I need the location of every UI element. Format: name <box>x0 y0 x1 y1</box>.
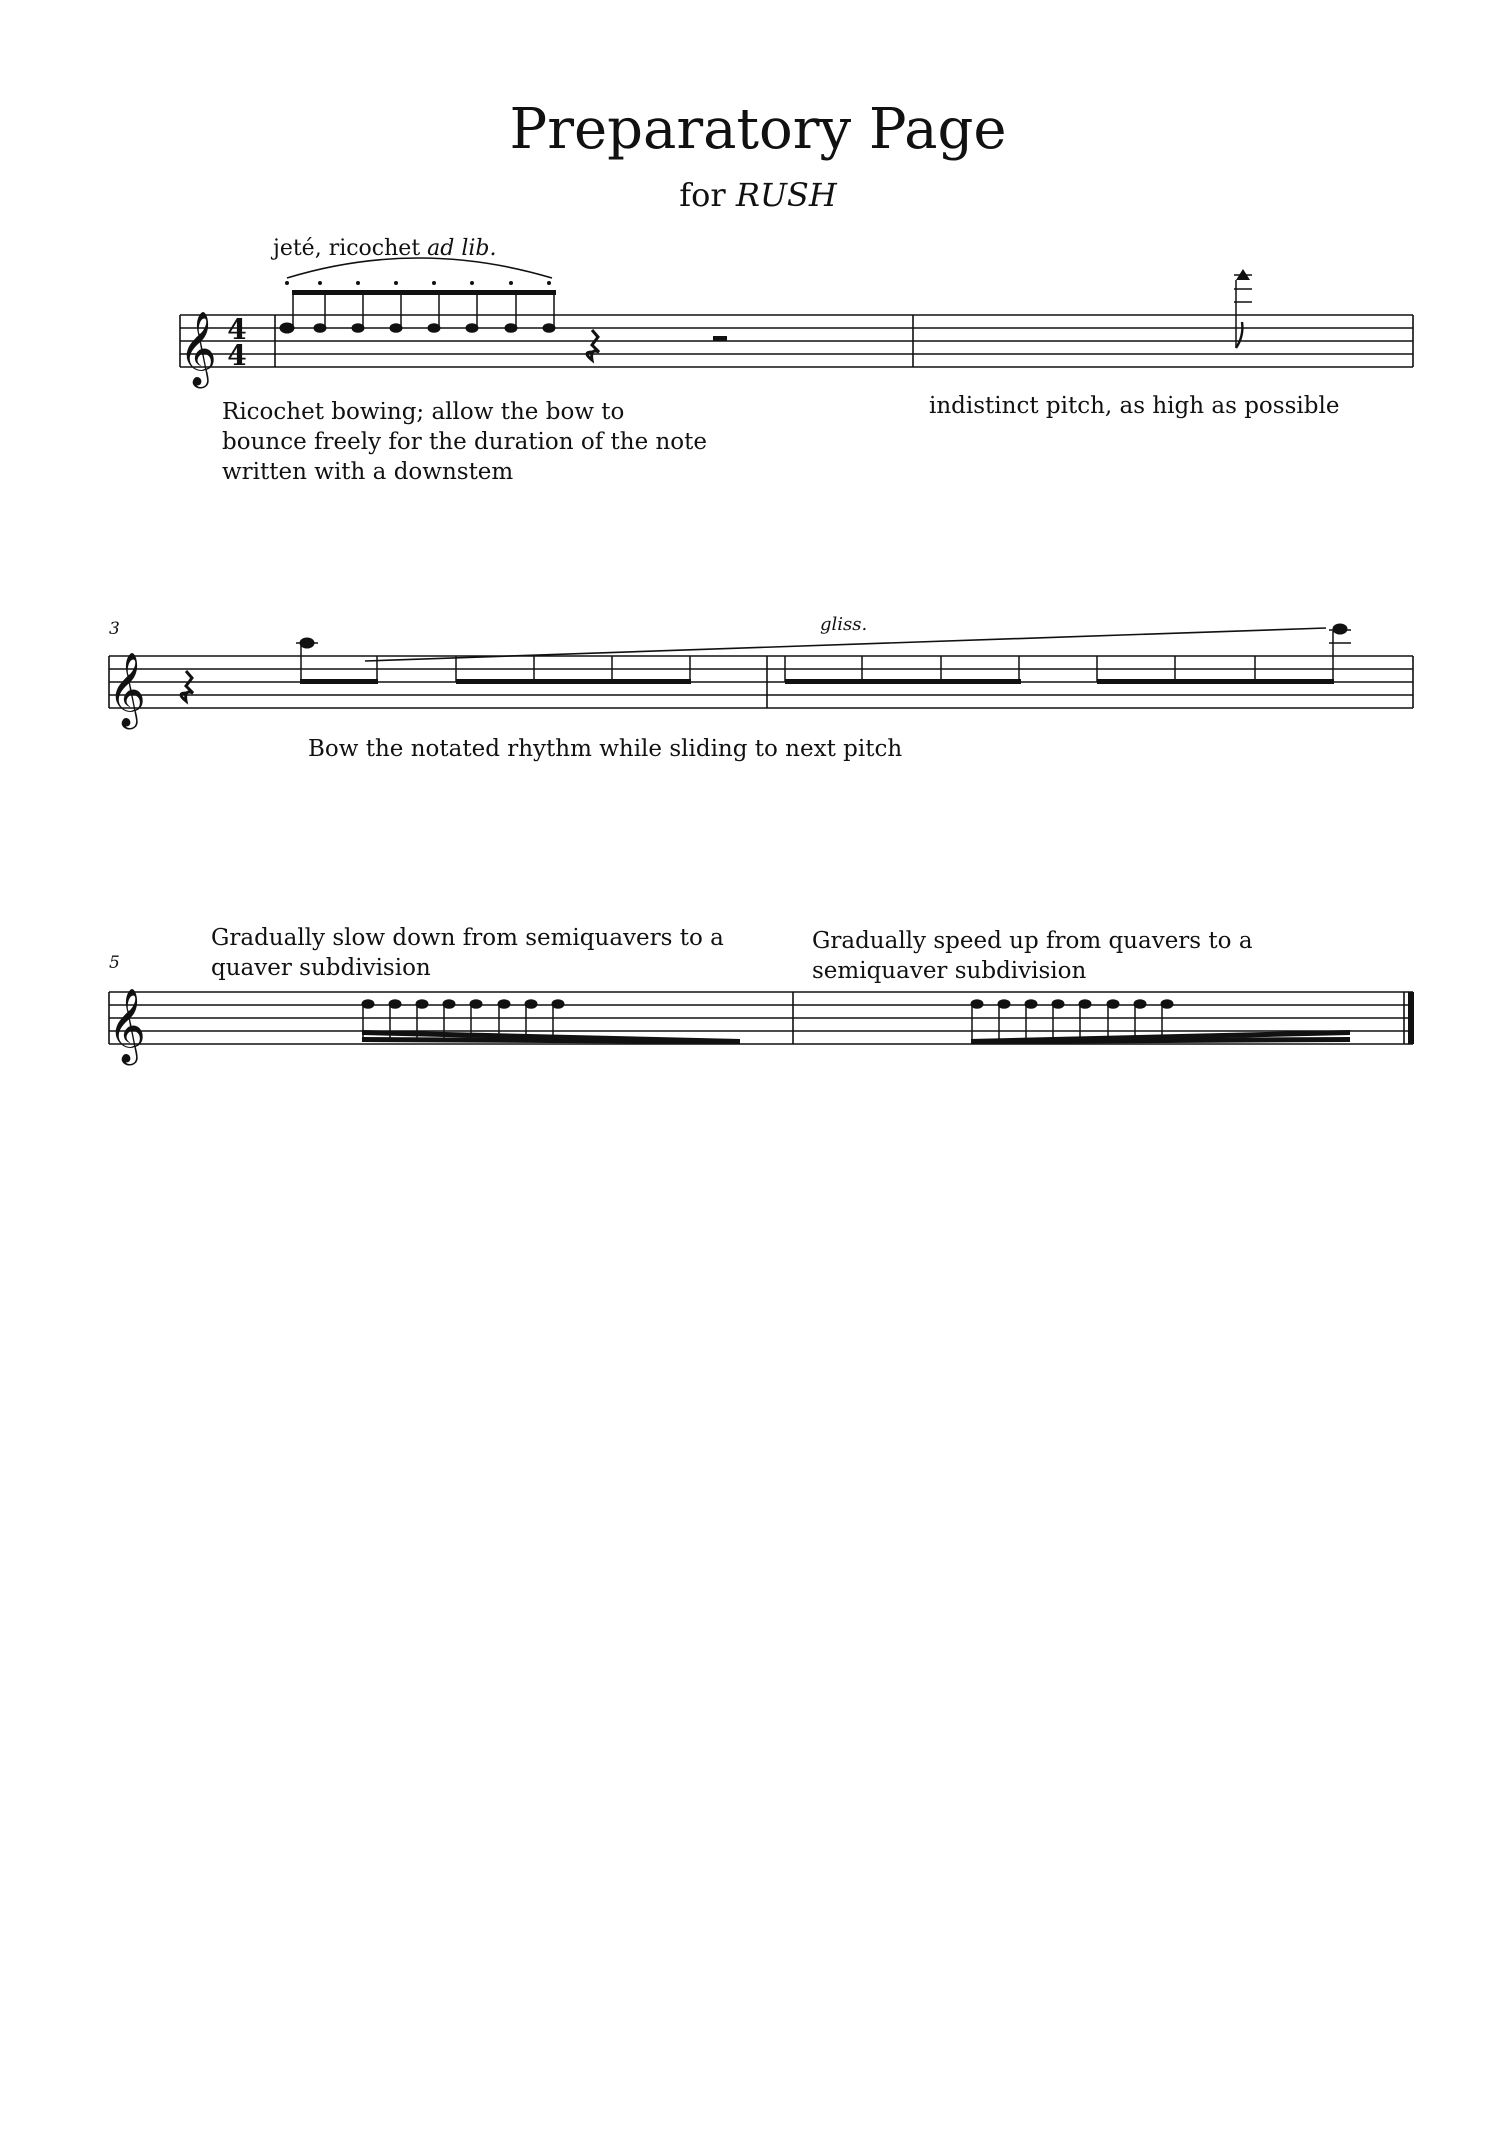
slur <box>287 258 552 278</box>
measure-number: 3 <box>109 619 120 639</box>
slowdown-explanation <box>211 925 731 981</box>
page-subtitle <box>679 176 838 214</box>
note-head <box>998 1000 1010 1009</box>
speedup-explanation <box>812 928 1260 984</box>
speedup-line: semiquaver subdivision <box>812 958 1087 984</box>
gliss-label: gliss. <box>820 614 868 635</box>
ricochet-line: bounce freely for the duration of the note <box>222 429 708 455</box>
treble-clef-icon: 𝄞 <box>179 312 217 386</box>
high-pitch-explanation: indistinct pitch, as high as possible <box>929 393 1340 419</box>
note-head <box>470 1000 482 1009</box>
note-beam <box>300 679 378 684</box>
note-head <box>416 1000 428 1009</box>
ricochet-explanation <box>222 399 714 485</box>
staff-lines <box>180 315 1413 367</box>
note-head <box>1107 1000 1119 1009</box>
ricochet-line: written with a downstem <box>222 459 514 485</box>
quarter-rest <box>587 330 599 360</box>
slowdown-line: quaver subdivision <box>211 955 431 981</box>
note-head <box>525 1000 537 1009</box>
staff-system-3 <box>108 925 1414 1066</box>
note-beam <box>1097 679 1334 684</box>
technique-annotation <box>270 236 497 261</box>
half-rest <box>713 336 727 341</box>
note-head <box>428 324 440 333</box>
note-beam <box>456 679 691 684</box>
note-head <box>314 324 326 333</box>
staff-system-2 <box>108 614 1413 762</box>
note-head <box>505 324 517 333</box>
staccato-dots <box>285 281 551 285</box>
treble-clef-icon: 𝄞 <box>108 989 146 1063</box>
feathered-beam-group-slowdown <box>362 1000 740 1044</box>
note-head <box>498 1000 510 1009</box>
slowdown-line: Gradually slow down from semiquavers to a <box>211 925 724 951</box>
speedup-line: Gradually speed up from quavers to a <box>812 928 1253 954</box>
ricochet-note-group <box>280 258 556 333</box>
note-beam <box>785 679 1021 684</box>
quarter-rest <box>181 671 193 701</box>
note-head <box>352 324 364 333</box>
time-signature-numerator: 4 <box>227 313 247 346</box>
subtitle-prefix: for <box>679 176 726 214</box>
note-head <box>1333 624 1347 634</box>
note-head <box>1052 1000 1064 1009</box>
note-head <box>1134 1000 1146 1009</box>
note-head <box>443 1000 455 1009</box>
note-head <box>1079 1000 1091 1009</box>
gliss-explanation: Bow the notated rhythm while sliding to next pitch <box>308 736 903 762</box>
staff-system-1 <box>179 236 1413 485</box>
note-head <box>362 1000 374 1009</box>
feathered-beam-group-speedup <box>971 1000 1350 1044</box>
note-head <box>1025 1000 1037 1009</box>
subtitle-work-name: RUSH <box>735 176 837 214</box>
measure-number: 5 <box>109 953 120 973</box>
note-head <box>390 324 402 333</box>
note-head <box>971 1000 983 1009</box>
page-title: Preparatory Page <box>509 97 1007 162</box>
note-head <box>552 1000 564 1009</box>
technique-adlib: ad lib. <box>427 236 497 261</box>
note-head <box>280 323 294 333</box>
high-pitch-note <box>1234 269 1252 348</box>
ricochet-line: Ricochet bowing; allow the bow to <box>222 399 625 425</box>
note-beam <box>292 290 556 295</box>
treble-clef-icon: 𝄞 <box>108 653 146 727</box>
note-head <box>389 1000 401 1009</box>
note-head <box>466 324 478 333</box>
time-signature-denominator: 4 <box>227 339 247 372</box>
note-head <box>543 324 555 333</box>
technique-label: jeté, ricochet <box>273 236 421 261</box>
note-head <box>1161 1000 1173 1009</box>
